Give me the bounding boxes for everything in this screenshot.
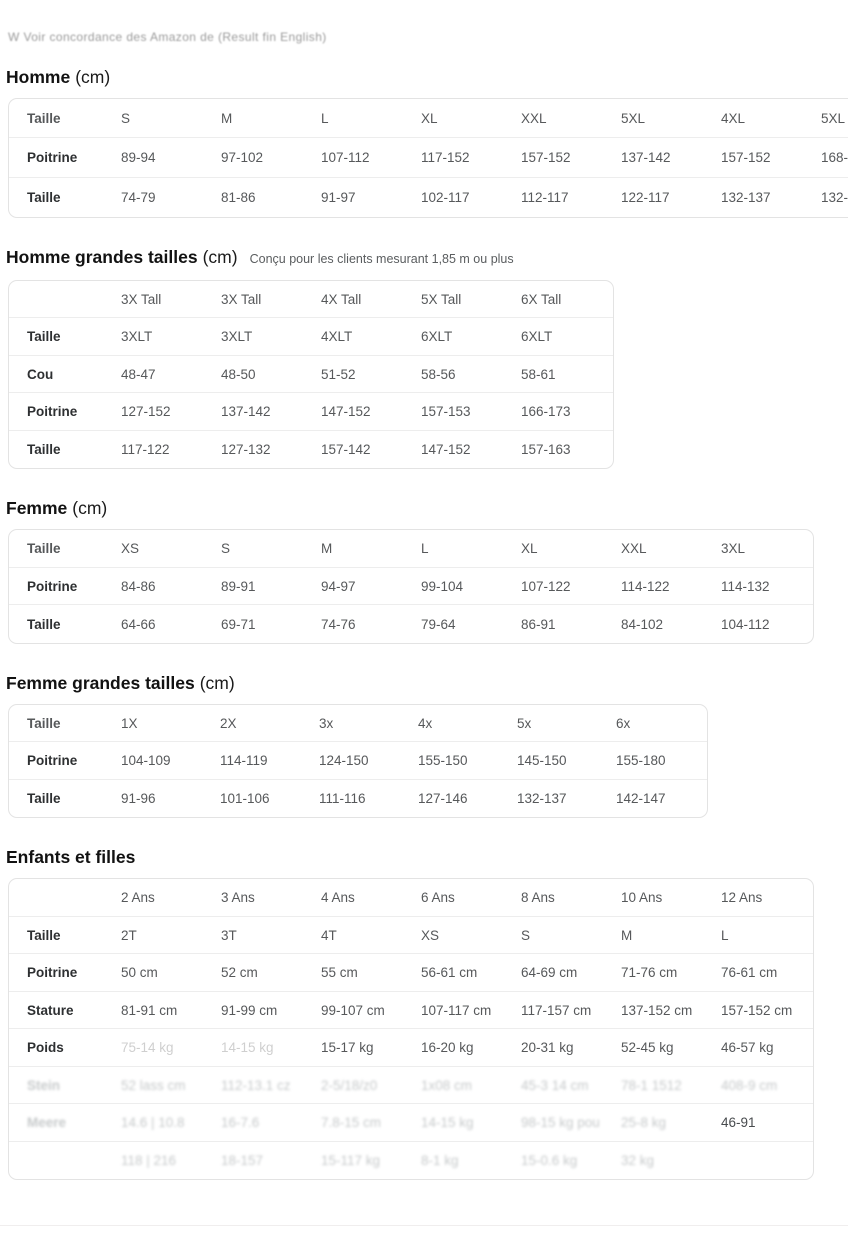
- cell: 48-47: [121, 366, 156, 382]
- cell: 99-107 cm: [321, 1002, 385, 1018]
- column-header: 6x: [616, 715, 631, 731]
- cell: 122-117: [621, 189, 670, 205]
- table-row: [9, 568, 813, 606]
- cell: 16-7.6: [221, 1115, 260, 1131]
- section-title-femme: [6, 498, 848, 518]
- cell: 46-91: [721, 1115, 756, 1131]
- cell: 64-69 cm: [521, 965, 578, 981]
- cell: 52 cm: [221, 965, 258, 981]
- table-row: [9, 605, 813, 643]
- column-header: 4XL: [721, 110, 746, 126]
- cell: 132-137: [517, 791, 567, 807]
- table-header-row: [9, 705, 707, 743]
- cell: 20-31 kg: [521, 1040, 574, 1056]
- table-header-row: [9, 99, 848, 138]
- row-label: Taille: [27, 329, 61, 345]
- cell: 8-1 kg: [421, 1153, 459, 1169]
- cell: 157-163: [521, 442, 571, 458]
- cell: 51-52: [321, 366, 356, 382]
- section-title-unit: (cm): [199, 672, 235, 693]
- cell: 56-61 cm: [421, 965, 478, 981]
- cell: 84-102: [621, 616, 664, 632]
- cell: 117-157 cm: [521, 1002, 592, 1018]
- cell: 14-15 kg: [421, 1115, 474, 1131]
- cell: 58-61: [521, 366, 556, 382]
- column-header: 3XL: [721, 541, 746, 557]
- column-header: 3X Tall: [121, 291, 162, 307]
- cell: 124-150: [319, 753, 369, 769]
- cell: 155-150: [418, 753, 468, 769]
- cell: 132-137: [721, 189, 771, 205]
- column-header: S: [121, 110, 131, 126]
- row-label: Poitrine: [27, 578, 78, 594]
- column-header: 10 Ans: [621, 890, 663, 906]
- column-header: 3x: [319, 715, 334, 731]
- cell: 166-173: [521, 404, 571, 420]
- cell: 89-91: [221, 578, 256, 594]
- cell: 157-152: [721, 149, 771, 165]
- row-label: Stature: [27, 1002, 74, 1018]
- cell: 142-147: [616, 791, 666, 807]
- cell: 75-14 kg: [121, 1040, 174, 1056]
- row-label: Stein: [27, 1077, 61, 1093]
- row-label: Taille: [27, 616, 61, 632]
- cell: 147-152: [321, 404, 371, 420]
- cell: 79-64: [421, 616, 456, 632]
- table-header-row: [9, 281, 613, 319]
- column-header: 5XL: [821, 110, 846, 126]
- row-label: Taille: [27, 189, 61, 205]
- cell: 112-13.1 cz: [221, 1077, 291, 1093]
- column-header: 2X: [220, 715, 237, 731]
- row-label: Taille: [27, 715, 61, 731]
- section-title-unit: (cm): [75, 67, 111, 87]
- column-header: 1X: [121, 715, 138, 731]
- table-row: [9, 431, 613, 469]
- column-header: XL: [421, 110, 438, 126]
- cell: 45-3 14 cm: [521, 1077, 589, 1093]
- cell: 14.6 | 10.8: [121, 1115, 185, 1131]
- row-label: Cou: [27, 366, 54, 382]
- row-label: Taille: [27, 927, 61, 943]
- femme-size-table: [8, 529, 814, 644]
- row-label: Meere: [27, 1115, 67, 1131]
- section-title-text: Homme grandes tailles: [6, 246, 198, 267]
- cell: 48-50: [221, 366, 256, 382]
- column-header: XXL: [521, 110, 547, 126]
- row-label: Taille: [27, 442, 61, 458]
- cell: XS: [421, 927, 440, 943]
- row-label: Taille: [27, 110, 61, 126]
- cell: 81-86: [221, 189, 256, 205]
- cell: 114-132: [721, 578, 770, 594]
- column-header: 4 Ans: [321, 890, 355, 906]
- cell: 6XLT: [421, 329, 453, 345]
- cell: 98-15 kg pou: [521, 1115, 600, 1131]
- cell: 3XLT: [221, 329, 253, 345]
- cell: 4XLT: [321, 329, 353, 345]
- table-row: [9, 393, 613, 431]
- table-row: [9, 992, 813, 1030]
- cell: 55 cm: [321, 965, 358, 981]
- cell: 112-117: [521, 189, 569, 205]
- section-title-unit: (cm): [202, 246, 238, 267]
- cell: 46-57 kg: [721, 1040, 774, 1056]
- column-header: XXL: [621, 541, 647, 557]
- cell: 15-117 kg: [321, 1153, 381, 1169]
- bottom-divider: [0, 1225, 848, 1226]
- column-header: 12 Ans: [721, 890, 763, 906]
- cell: 127-152: [121, 404, 171, 420]
- cell: 52-45 kg: [621, 1040, 674, 1056]
- cell: 14-15 kg: [221, 1040, 274, 1056]
- table-row: [9, 780, 707, 818]
- cell: 7.8-15 cm: [321, 1115, 382, 1131]
- cell: 104-112: [721, 616, 770, 632]
- cell: 111-116: [319, 791, 366, 807]
- column-header: 3X Tall: [221, 291, 262, 307]
- column-header: 4X Tall: [321, 291, 362, 307]
- cell: 15-17 kg: [321, 1040, 374, 1056]
- cell: 50 cm: [121, 965, 158, 981]
- table-row: [9, 1029, 813, 1067]
- column-header: L: [421, 541, 429, 557]
- cell: 25-8 kg: [621, 1115, 667, 1131]
- cell: 15-0.6 kg: [521, 1153, 578, 1169]
- column-header: XL: [521, 541, 538, 557]
- cell: 32 kg: [621, 1153, 655, 1169]
- table-row: [9, 742, 707, 780]
- section-title-text: Homme: [6, 67, 71, 87]
- column-header: M: [321, 541, 333, 557]
- section-title-text: Enfants et filles: [6, 847, 136, 868]
- column-header: S: [221, 541, 231, 557]
- cell: 4T: [321, 927, 337, 943]
- cell: 71-76 cm: [621, 965, 678, 981]
- cell: 81-91 cm: [121, 1002, 178, 1018]
- homme-size-table: [8, 98, 848, 218]
- cell: 114-122: [621, 578, 670, 594]
- cell: 155-180: [616, 753, 666, 769]
- cell: 2-5/18/z0: [321, 1077, 378, 1093]
- table-row: [9, 1104, 813, 1142]
- section-title-homme: [6, 67, 848, 87]
- cell: 91-96: [121, 791, 156, 807]
- table-row: [9, 954, 813, 992]
- section-title-text: Femme grandes tailles: [6, 672, 195, 693]
- row-label: Taille: [27, 541, 61, 557]
- cell: L: [721, 927, 729, 943]
- cell: 104-109: [121, 753, 171, 769]
- table-row: [9, 178, 848, 217]
- cell: 3XLT: [121, 329, 153, 345]
- cell: 114-119: [220, 753, 268, 769]
- cell: 157-153: [421, 404, 471, 420]
- cell: 408-9 cm: [721, 1077, 778, 1093]
- cell: 91-97: [321, 189, 356, 205]
- column-header: 6X Tall: [521, 291, 562, 307]
- cell: 78-1 1512: [621, 1077, 682, 1093]
- table-row: [9, 1067, 813, 1105]
- row-label: Poitrine: [27, 753, 78, 769]
- cell: 74-76: [321, 616, 356, 632]
- section-title-text: Femme: [6, 498, 68, 519]
- table-header-row: [9, 530, 813, 568]
- cell: 117-152: [421, 149, 470, 165]
- cell: 99-104: [421, 578, 464, 594]
- cell: 157-152 cm: [721, 1002, 793, 1018]
- cell: 91-99 cm: [221, 1002, 278, 1018]
- cell: 86-91: [521, 616, 556, 632]
- section-title-unit: (cm): [72, 498, 108, 519]
- cell: 157-142: [321, 442, 371, 458]
- cell: 2T: [121, 927, 137, 943]
- column-header: L: [321, 110, 329, 126]
- cell: 1x08 cm: [421, 1077, 473, 1093]
- column-header: 5x: [517, 715, 532, 731]
- cell: 18-157: [221, 1153, 264, 1169]
- cell: 64-66: [121, 616, 156, 632]
- cell: 137-142: [621, 149, 671, 165]
- column-header: 8 Ans: [521, 890, 555, 906]
- cell: 3T: [221, 927, 237, 943]
- column-header: M: [221, 110, 233, 126]
- table-row: [9, 318, 613, 356]
- table-row: [9, 917, 813, 955]
- column-header: 3 Ans: [221, 890, 255, 906]
- row-label: Poids: [27, 1040, 64, 1056]
- cell: S: [521, 927, 531, 943]
- cell: 127-146: [418, 791, 468, 807]
- column-header: 2 Ans: [121, 890, 155, 906]
- column-header: 5X Tall: [421, 291, 462, 307]
- cell: 117-122: [121, 442, 170, 458]
- column-header: 4x: [418, 715, 433, 731]
- table-row: [9, 356, 613, 394]
- section-title-enfants-et-filles: [6, 847, 848, 867]
- row-label: Poitrine: [27, 965, 78, 981]
- homme-grandes-tailles-size-table: [8, 280, 614, 470]
- cell: 84-86: [121, 578, 156, 594]
- cell: 107-117 cm: [421, 1002, 492, 1018]
- cell: 107-122: [521, 578, 571, 594]
- cell: 58-56: [421, 366, 456, 382]
- cell: M: [621, 927, 633, 943]
- cell: 101-106: [220, 791, 270, 807]
- section-title-homme-grandes-tailles: [6, 247, 848, 269]
- table-row: [9, 138, 848, 177]
- cell: 94-97: [321, 578, 356, 594]
- cell: 16-20 kg: [421, 1040, 474, 1056]
- cell: 147-152: [421, 442, 471, 458]
- column-header: 6 Ans: [421, 890, 455, 906]
- cell: 74-79: [121, 189, 156, 205]
- cell: 157-152: [521, 149, 571, 165]
- cell: 69-71: [221, 616, 256, 632]
- cell: 97-102: [221, 149, 264, 165]
- row-label: Poitrine: [27, 404, 78, 420]
- section-subtitle: Conçu pour les clients mesurant 1,85 m ou plus: [249, 251, 514, 266]
- section-title-femme-grandes-tailles: [6, 673, 848, 693]
- cell: 76-61 cm: [721, 965, 778, 981]
- page-watermark-note: W Voir concordance des Amazon de (Result fin English): [8, 30, 327, 44]
- femme-grandes-tailles-size-table: [8, 704, 708, 819]
- cell: 118 | 216: [121, 1153, 177, 1169]
- cell: 137-142: [221, 404, 271, 420]
- cell: 102-117: [421, 189, 470, 205]
- cell: 145-150: [517, 753, 567, 769]
- cell: 6XLT: [521, 329, 553, 345]
- enfants-et-filles-size-table: [8, 878, 814, 1180]
- column-header: 5XL: [621, 110, 646, 126]
- cell: 168-: [821, 149, 848, 165]
- cell: 89-94: [121, 149, 156, 165]
- table-row: [9, 1142, 813, 1180]
- table-header-row: [9, 879, 813, 917]
- row-label: Poitrine: [27, 149, 78, 165]
- row-label: Taille: [27, 791, 61, 807]
- cell: 107-112: [321, 149, 370, 165]
- column-header: XS: [121, 541, 140, 557]
- cell: 52 lass cm: [121, 1077, 186, 1093]
- cell: 132-: [821, 189, 848, 205]
- cell: 137-152 cm: [621, 1002, 693, 1018]
- cell: 127-132: [221, 442, 271, 458]
